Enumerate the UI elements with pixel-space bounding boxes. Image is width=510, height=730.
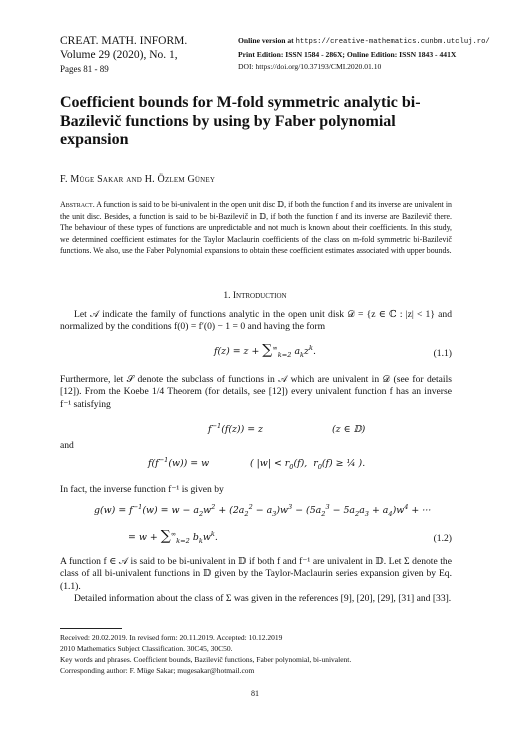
domain-condition-2: ( $|w| < r_0(f)$, $r_0(f)$ ≥ ¼ ). [250, 458, 366, 471]
abstract [60, 199, 452, 257]
journal-pages: Pages 81 - 89 [60, 64, 109, 74]
authors: F. Müge Sakar and H. Özlem Güney [60, 174, 216, 185]
equation-number-1: (1.1) [433, 348, 452, 359]
footnote-keywords: Key words and phrases. Coefficient bounds, Bazilevič functions, Faber polynomial, bi-univalent. [60, 655, 352, 664]
paragraph-2: Furthermore, let 𝒮 denote the subclass of functions in 𝒜 which are univalent in 𝒟 (see for details [12]). From the Koebe 1/4 Theorem (for details, see [12]) every univalent function f has an inverse f⁻¹ satisfying [60, 374, 452, 410]
paragraph-6: Detailed information about the class of Σ was given in the references [9], [20], [29], [31] and [33]. [74, 593, 452, 604]
footnote-author: Corresponding author: F. Müge Sakar; mugesakar@hotmail.com [60, 666, 255, 675]
online-url[interactable]: https://creative-mathematics.cunbm.utcluj.ro/ [295, 38, 490, 46]
equation-1-1: $f(z) = z + \sum^\infty_{k=2}$ $a_kz^k$. [214, 342, 316, 359]
issn-line: Print Edition: ISSN 1584 - 286X; Online Edition: ISSN 1843 - 441X [238, 49, 457, 59]
inverse-identity-1: $f^{-1}(f(z)) = z$ [208, 421, 263, 435]
online-label: Online version at [238, 36, 294, 45]
footnotes [60, 632, 460, 676]
doi-line[interactable]: DOI: https://doi.org/10.37193/CMI.2020.01.10 [238, 62, 382, 71]
equation-1-2-line-1: $g(w) = f^{-1}(w) = w - a_2w^2 + (2a_2^2 - a_3)w^3 - (5a_2^3 - 5a_2a_3 + a_4)w^4$ + ··· [94, 502, 432, 518]
equation-1-2-line-2: = $w + \sum^\infty_{k=2}$ $b_kw^k$. [128, 528, 218, 545]
domain-condition-1: (z ∈ 𝔻) [332, 424, 366, 435]
section-heading: 1. Introduction [223, 291, 287, 301]
paragraph-5: A function f ∈ 𝒜 is said to be bi-univalent in 𝔻 if both f and f⁻¹ are univalent in 𝔻. Let Σ denote the class of all bi-univalent functions in 𝔻 given by the Taylor-Maclaurin series expansion given by Eq. (1.1). [60, 556, 452, 592]
equation-number-2: (1.2) [433, 533, 452, 544]
footnote-rule [60, 628, 122, 629]
footnote-received: Received: 20.02.2019. In revised form: 20.11.2019. Accepted: 10.12.2019 [60, 633, 283, 642]
abstract-label: Abstract. [60, 200, 95, 209]
page-number: 81 [251, 689, 259, 698]
paper-title: Coefficient bounds for M-fold symmetric analytic bi-Bazilevič functions by using by Faber polynomial expansion [60, 94, 421, 148]
abstract-text: A function is said to be bi-univalent in the open unit disc 𝔻, if both the function f and its inverse are univalent in the unit disc. Besides, a function is said to be bi-Bazilevič in 𝔻, if both the function f and its inverse are Bazilevič there. The behaviour of these types of functions are unpredictable and not much is known about their coefficients. In this study, we determined coefficient estimates for the Taylor Maclaurin coefficients of the class on m-fold symmetric bi-Bazilevič functions. We also, use the Faber Polynomial expansions to obtain these coefficient estimates associated with upper bounds. [60, 200, 452, 256]
journal-name: CREAT. MATH. INFORM. [60, 35, 188, 47]
footnote-msc: 2010 Mathematics Subject Classification. 30C45, 30C50. [60, 644, 233, 653]
journal-volume: Volume 29 (2020), No. 1, [60, 49, 178, 61]
inverse-identity-2: $f(f^{-1}(w)) = w$ [148, 455, 210, 469]
paragraph-3: and [60, 440, 74, 451]
paragraph-4: In fact, the inverse function f⁻¹ is given by [60, 484, 224, 495]
paragraph-1: Let 𝒜 indicate the family of functions analytic in the open unit disk 𝒟 = {z ∈ ℂ : |z| < 1} and normalized by the conditions f(0) = f′(0) − 1 = 0 and having the form [60, 309, 452, 333]
journal-header [60, 34, 187, 76]
publication-info [238, 35, 490, 74]
